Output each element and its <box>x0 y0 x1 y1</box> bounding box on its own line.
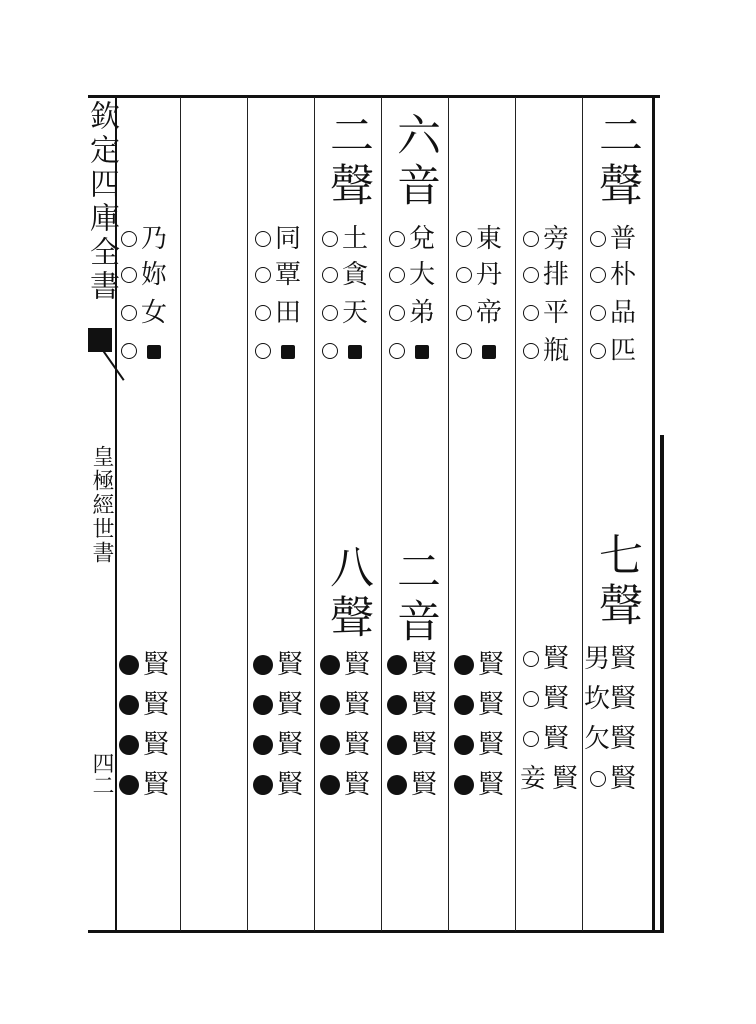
cell-char: 賢 <box>551 764 578 794</box>
open-circle-mark <box>389 267 405 283</box>
table-cell <box>582 642 612 676</box>
table-cell <box>121 296 169 330</box>
table-cell <box>320 688 372 722</box>
missing-character-block <box>147 345 161 359</box>
cell-char: 賢 <box>410 650 437 680</box>
table-cell <box>608 682 638 716</box>
open-circle-mark <box>456 267 472 283</box>
open-circle-mark <box>255 267 271 283</box>
table-cell <box>387 688 439 722</box>
filled-circle-mark <box>253 775 273 795</box>
cell-char: 普 <box>609 224 636 254</box>
filled-circle-mark <box>454 655 474 675</box>
column-divider <box>247 97 248 931</box>
table-cell <box>253 648 305 682</box>
cell-char: 賢 <box>343 730 370 760</box>
filled-circle-mark <box>387 655 407 675</box>
table-cell <box>454 728 506 762</box>
filled-circle-mark <box>119 655 139 675</box>
cell-char: 賢 <box>343 690 370 720</box>
table-cell <box>253 728 305 762</box>
filled-circle-mark <box>387 775 407 795</box>
column-divider <box>314 97 315 931</box>
cell-char: 妾 <box>519 764 546 794</box>
table-cell <box>121 222 169 256</box>
table-cell <box>608 722 638 756</box>
filled-circle-mark <box>454 775 474 795</box>
cell-char: 丹 <box>475 260 502 290</box>
cell-char: 賢 <box>609 644 636 674</box>
filled-circle-mark <box>320 735 340 755</box>
table-cell <box>322 258 370 292</box>
cell-char: 賢 <box>609 684 636 714</box>
table-cell <box>253 688 305 722</box>
table-cell <box>119 648 171 682</box>
open-circle-mark <box>121 231 137 247</box>
table-cell <box>255 334 303 368</box>
frame-right-border <box>652 95 655 933</box>
cell-char: 賢 <box>477 690 504 720</box>
table-cell <box>518 762 580 796</box>
frame-right-shadow-border <box>660 435 664 933</box>
heading-col4-top: 六音 <box>389 112 440 212</box>
filled-circle-mark <box>119 735 139 755</box>
table-cell <box>523 334 571 368</box>
open-circle-mark <box>322 305 338 321</box>
table-cell <box>456 222 504 256</box>
table-cell <box>456 258 504 292</box>
open-circle-mark <box>389 343 405 359</box>
cell-char: 賢 <box>142 690 169 720</box>
table-cell <box>255 296 303 330</box>
cell-char: 朴 <box>609 260 636 290</box>
page-number: 四二 <box>89 752 114 796</box>
open-circle-mark <box>255 305 271 321</box>
table-cell <box>454 648 506 682</box>
cell-char: 瓶 <box>542 336 569 366</box>
open-circle-mark <box>389 231 405 247</box>
cell-char: 賢 <box>142 730 169 760</box>
cell-char: 賢 <box>276 770 303 800</box>
cell-char: 帝 <box>475 298 502 328</box>
column-divider <box>515 97 516 931</box>
cell-char <box>340 334 370 368</box>
table-cell <box>320 768 372 802</box>
table-cell <box>582 722 612 756</box>
filled-circle-mark <box>387 735 407 755</box>
filled-circle-mark <box>320 775 340 795</box>
cell-char: 兌 <box>408 224 435 254</box>
table-cell <box>119 728 171 762</box>
open-circle-mark <box>456 305 472 321</box>
open-circle-mark <box>590 231 606 247</box>
table-cell <box>590 258 638 292</box>
table-cell <box>253 768 305 802</box>
cell-char: 賢 <box>542 684 569 714</box>
cell-char: 妳 <box>140 260 167 290</box>
cell-char: 東 <box>475 224 502 254</box>
cell-char: 賢 <box>477 730 504 760</box>
open-circle-mark <box>322 267 338 283</box>
table-cell <box>523 722 571 756</box>
open-circle-mark <box>523 231 539 247</box>
heading-col1-bottom: 七聲 <box>591 532 642 632</box>
open-circle-mark <box>523 691 539 707</box>
table-cell <box>121 258 169 292</box>
table-cell <box>590 296 638 330</box>
open-circle-mark <box>590 305 606 321</box>
open-circle-mark <box>523 343 539 359</box>
table-cell <box>119 768 171 802</box>
cell-char: 同 <box>274 224 301 254</box>
cell-char: 覃 <box>274 260 301 290</box>
open-circle-mark <box>590 771 606 787</box>
cell-char: 貪 <box>341 260 368 290</box>
cell-char: 賢 <box>276 730 303 760</box>
cell-char: 乃 <box>140 224 167 254</box>
table-cell <box>389 296 437 330</box>
cell-char: 賢 <box>477 770 504 800</box>
table-cell <box>320 728 372 762</box>
open-circle-mark <box>523 305 539 321</box>
open-circle-mark <box>121 343 137 359</box>
table-cell <box>582 682 612 716</box>
open-circle-mark <box>523 651 539 667</box>
table-cell <box>255 222 303 256</box>
cell-char: 賢 <box>142 770 169 800</box>
column-divider <box>180 97 181 931</box>
cell-char: 賢 <box>477 650 504 680</box>
table-cell <box>320 648 372 682</box>
table-cell <box>523 258 571 292</box>
cell-char: 賢 <box>343 770 370 800</box>
table-cell <box>255 258 303 292</box>
table-cell <box>456 334 504 368</box>
open-circle-mark <box>322 231 338 247</box>
filled-circle-mark <box>253 655 273 675</box>
table-cell <box>523 296 571 330</box>
filled-circle-mark <box>387 695 407 715</box>
heading-col5-top: 二聲 <box>322 112 373 212</box>
table-cell <box>590 334 638 368</box>
table-cell <box>387 648 439 682</box>
table-cell <box>608 642 638 676</box>
table-cell <box>590 222 638 256</box>
table-cell <box>119 688 171 722</box>
cell-char: 女 <box>140 298 167 328</box>
table-cell <box>389 334 437 368</box>
cell-char: 弟 <box>408 298 435 328</box>
cell-char: 男 <box>583 644 610 674</box>
cell-char: 坎 <box>583 684 610 714</box>
cell-char: 賢 <box>609 724 636 754</box>
filled-circle-mark <box>454 735 474 755</box>
open-circle-mark <box>121 305 137 321</box>
cell-char <box>139 334 169 368</box>
heading-col4-bottom: 二音 <box>389 548 440 648</box>
filled-circle-mark <box>454 695 474 715</box>
cell-char <box>273 334 303 368</box>
cell-char <box>407 334 437 368</box>
open-circle-mark <box>456 343 472 359</box>
frame-bottom-border <box>88 930 660 933</box>
heading-col5-bottom: 八聲 <box>322 544 373 644</box>
open-circle-mark <box>255 231 271 247</box>
table-cell <box>322 296 370 330</box>
open-circle-mark <box>590 343 606 359</box>
open-circle-mark <box>255 343 271 359</box>
missing-character-block <box>482 345 496 359</box>
cell-char: 平 <box>542 298 569 328</box>
filled-circle-mark <box>320 655 340 675</box>
cell-char: 賢 <box>410 730 437 760</box>
cell-char: 排 <box>542 260 569 290</box>
table-cell <box>322 334 370 368</box>
open-circle-mark <box>456 231 472 247</box>
cell-char <box>474 334 504 368</box>
column-divider <box>582 97 583 931</box>
table-cell <box>389 222 437 256</box>
cell-char: 賢 <box>542 644 569 674</box>
open-circle-mark <box>523 731 539 747</box>
table-cell <box>389 258 437 292</box>
filled-circle-mark <box>320 695 340 715</box>
cell-char: 大 <box>408 260 435 290</box>
table-cell <box>121 334 169 368</box>
filled-circle-mark <box>119 695 139 715</box>
table-cell <box>523 682 571 716</box>
cell-char: 天 <box>341 298 368 328</box>
cell-char: 賢 <box>276 650 303 680</box>
table-cell <box>387 768 439 802</box>
frame-top-border <box>88 95 660 98</box>
cell-char: 賢 <box>542 724 569 754</box>
book-subtitle: 皇極經世書 <box>89 445 114 565</box>
open-circle-mark <box>523 267 539 283</box>
cell-char: 賢 <box>343 650 370 680</box>
table-cell <box>590 762 638 796</box>
column-divider <box>448 97 449 931</box>
book-title: 欽定四庫全書 <box>84 100 119 304</box>
cell-char: 賢 <box>609 764 636 794</box>
table-cell <box>322 222 370 256</box>
table-cell <box>523 642 571 676</box>
cell-char: 匹 <box>609 336 636 366</box>
table-cell <box>387 728 439 762</box>
cell-char: 品 <box>609 298 636 328</box>
table-cell <box>454 688 506 722</box>
open-circle-mark <box>590 267 606 283</box>
open-circle-mark <box>121 267 137 283</box>
table-cell <box>454 768 506 802</box>
heading-col1-top: 二聲 <box>591 112 642 212</box>
cell-char: 賢 <box>142 650 169 680</box>
filled-circle-mark <box>253 695 273 715</box>
missing-character-block <box>415 345 429 359</box>
cell-char: 賢 <box>410 770 437 800</box>
open-circle-mark <box>389 305 405 321</box>
missing-character-block <box>281 345 295 359</box>
cell-char: 賢 <box>276 690 303 720</box>
table-cell <box>523 222 571 256</box>
cell-char: 土 <box>341 224 368 254</box>
cell-char: 賢 <box>410 690 437 720</box>
missing-character-block <box>348 345 362 359</box>
open-circle-mark <box>322 343 338 359</box>
cell-char: 旁 <box>542 224 569 254</box>
filled-circle-mark <box>253 735 273 755</box>
cell-char: 欠 <box>583 724 610 754</box>
table-cell <box>456 296 504 330</box>
filled-circle-mark <box>119 775 139 795</box>
column-divider <box>381 97 382 931</box>
cell-char: 田 <box>274 298 301 328</box>
